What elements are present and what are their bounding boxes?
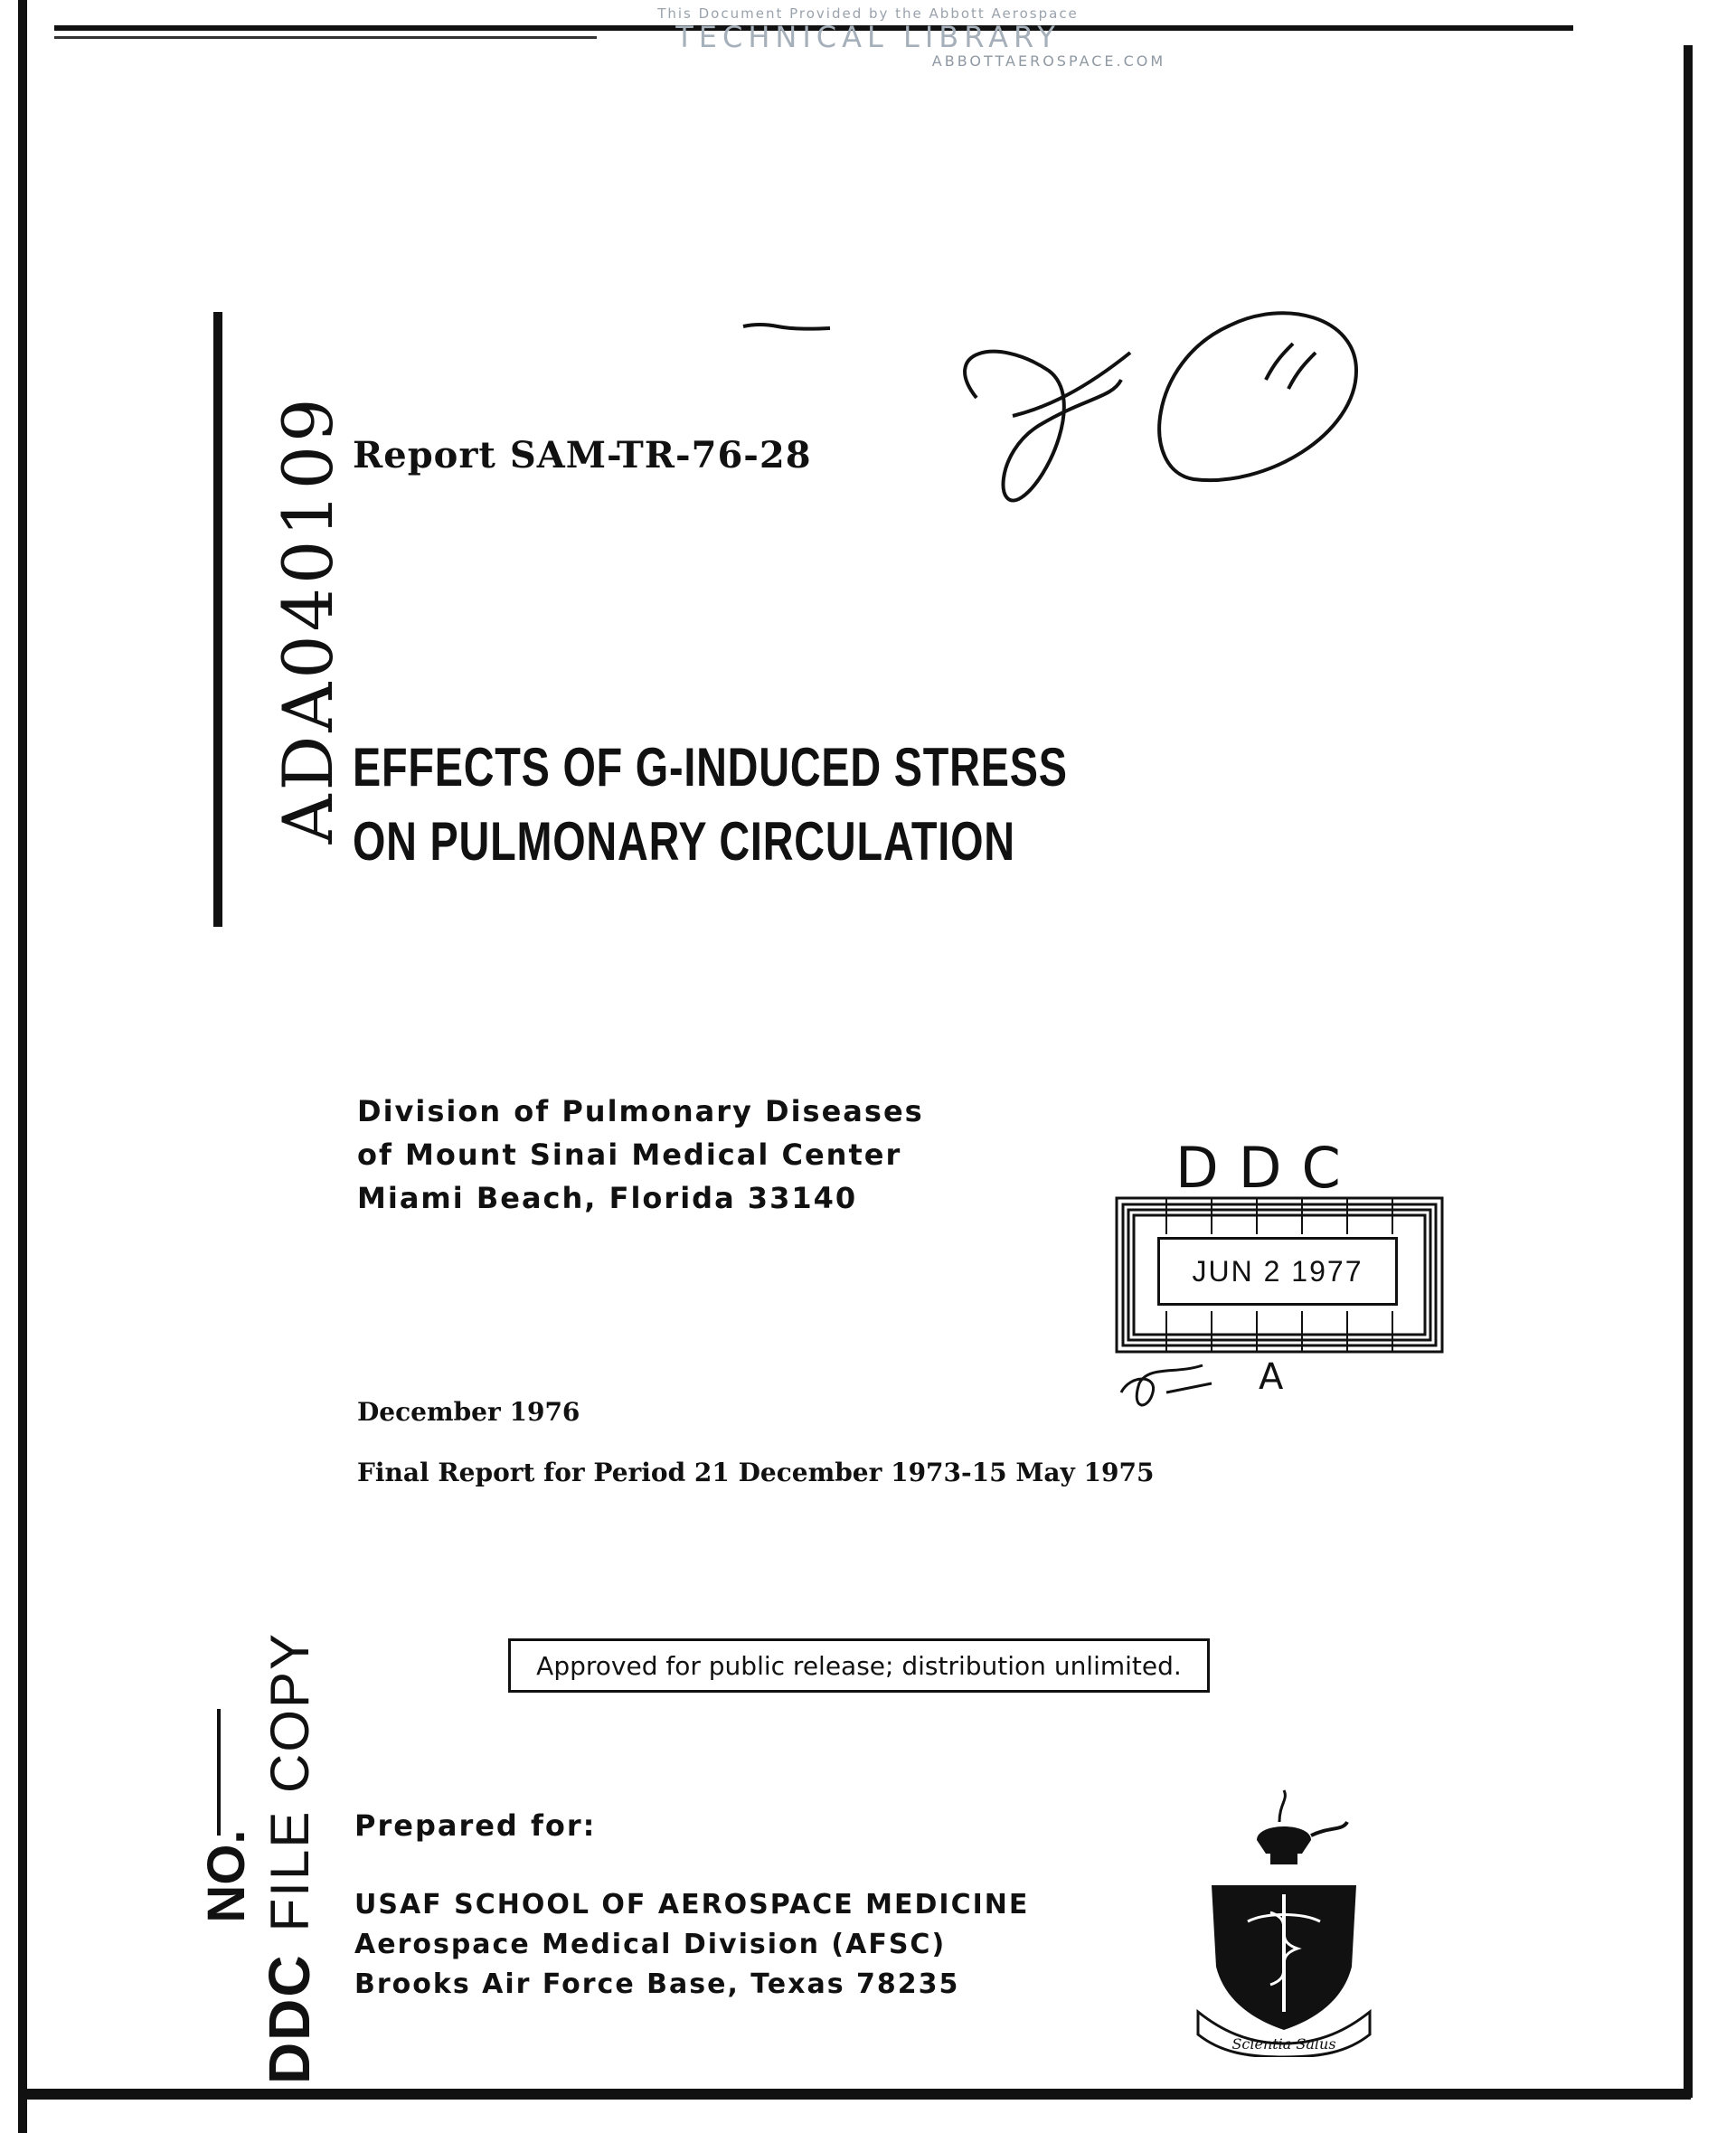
title-line-2: ON PULMONARY CIRCULATION bbox=[353, 811, 1015, 872]
scan-edge-right bbox=[1684, 45, 1693, 2098]
sponsor-organization bbox=[354, 1885, 1029, 2005]
sponsor-line-2: Aerospace Medical Division (AFSC) bbox=[354, 1929, 947, 1960]
stamp-date: JUN 2 1977 bbox=[1157, 1237, 1398, 1306]
stamp-agency: DDC bbox=[1175, 1135, 1361, 1201]
report-title bbox=[353, 731, 1068, 879]
sponsor-line-1: USAF SCHOOL OF AEROSPACE MEDICINE bbox=[354, 1889, 1030, 1921]
org-line-1: Division of Pulmonary Diseases bbox=[357, 1094, 924, 1128]
school-seal-icon bbox=[1194, 1786, 1374, 2057]
report-date: December 1976 bbox=[357, 1397, 580, 1427]
file-copy-number-label: NO. bbox=[196, 1829, 256, 1923]
file-copy-label: FILE COPY bbox=[259, 1631, 320, 1932]
ddc-label: DDC bbox=[257, 1953, 322, 2085]
watermark-provider: This Document Provided by the Abbott Aerospace bbox=[657, 5, 1079, 22]
scan-edge-left bbox=[18, 0, 27, 2133]
watermark-url: ABBOTTAEROSPACE.COM bbox=[931, 52, 1166, 70]
org-line-3: Miami Beach, Florida 33140 bbox=[357, 1181, 858, 1215]
sponsor-line-3: Brooks Air Force Base, Texas 78235 bbox=[354, 1968, 960, 2000]
report-number: Report SAM-TR-76-28 bbox=[353, 434, 812, 477]
distribution-statement: Approved for public release; distribution unlimited. bbox=[508, 1638, 1210, 1693]
report-period: Final Report for Period 21 December 1973-15 May 1975 bbox=[357, 1458, 1155, 1487]
org-line-2: of Mount Sinai Medical Center bbox=[357, 1137, 902, 1172]
handwritten-initials-icon bbox=[1103, 1356, 1230, 1429]
prepared-for-label: Prepared for: bbox=[354, 1808, 597, 1843]
performing-organization bbox=[357, 1090, 924, 1220]
accession-number: ADA040109 bbox=[267, 394, 348, 845]
handwritten-mark-icon bbox=[723, 298, 1410, 515]
stamp-mark: A bbox=[1259, 1356, 1284, 1398]
accession-bar bbox=[213, 312, 222, 927]
title-line-1: EFFECTS OF G-INDUCED STRESS bbox=[353, 737, 1068, 798]
watermark-library: TECHNICAL LIBRARY bbox=[675, 20, 1061, 54]
svg-text:Scientia Salus: Scientia Salus bbox=[1231, 2035, 1336, 2053]
scan-edge-bottom bbox=[18, 2089, 1691, 2100]
